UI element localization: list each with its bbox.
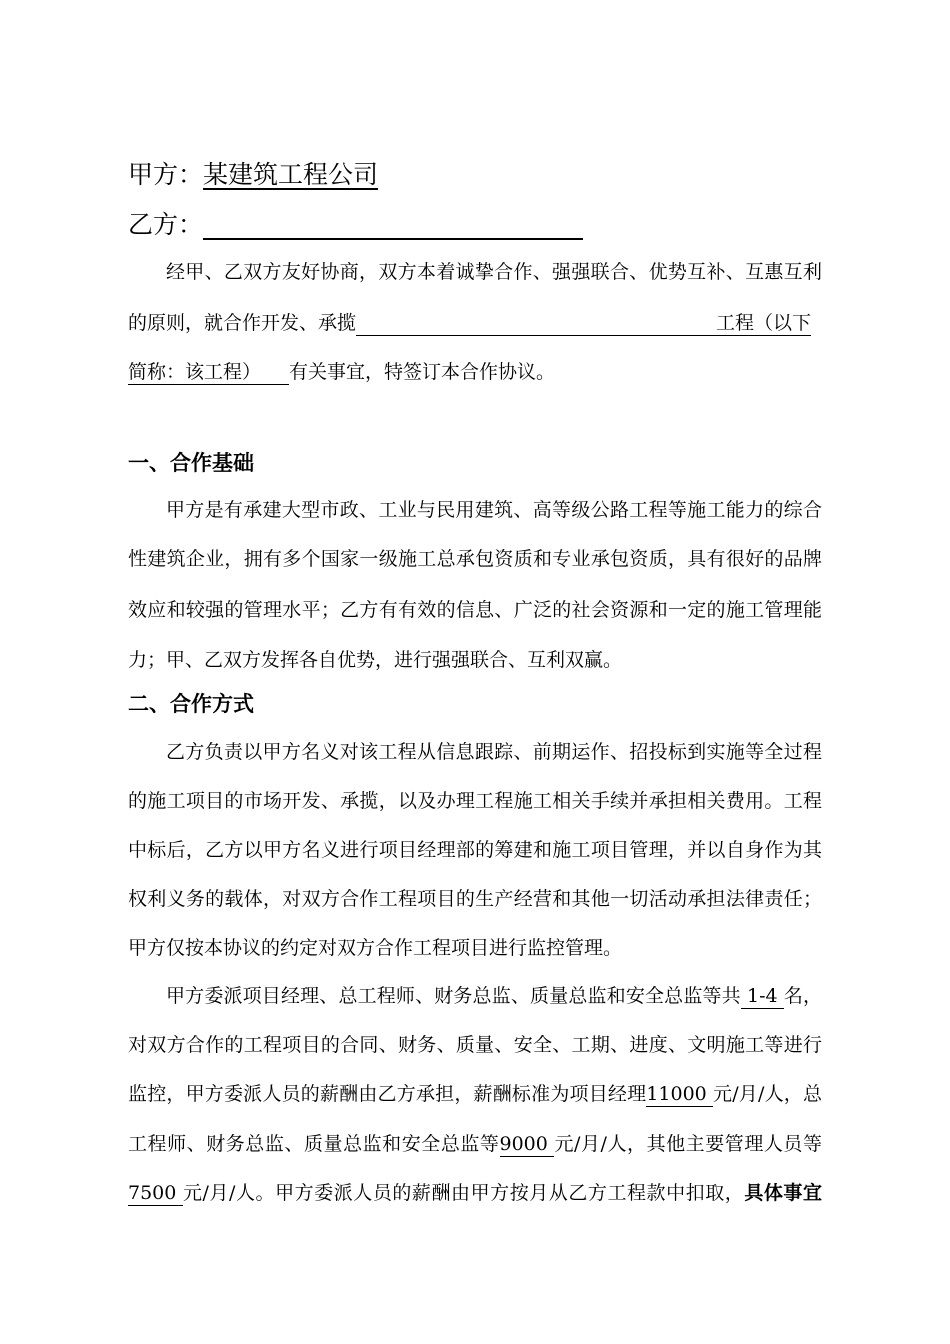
intro-line-3-rest: 有关事宜，特签订本合作协议。 [289, 361, 556, 383]
party-a-label: 甲方： [128, 160, 204, 189]
staff-count-unit: 名， [783, 985, 822, 1007]
section-2-line: 甲方仅按本协议的约定对双方合作工程项目进行监控管理。 [128, 937, 623, 959]
salary-pm-value: 11000 [646, 1083, 713, 1105]
section-1-line: 甲方是有承建大型市政、工业与民用建筑、高等级公路工程等施工能力的综合 [166, 499, 822, 521]
salary-chief-unit: 元/月/人，其他主要管理人员等 [554, 1133, 822, 1155]
party-b-blank [203, 216, 583, 240]
section-2-line: 对双方合作的工程项目的合同、财务、质量、安全、工期、进度、文明施工等进行 [128, 1034, 822, 1056]
section-1-line: 力；甲、乙双方发挥各自优势，进行强强联合、互利双赢。 [128, 649, 623, 671]
salary-pm-unit: 元/月/人，总 [713, 1083, 822, 1105]
section-1-line: 性建筑企业，拥有多个国家一级施工总承包资质和专业承包资质，具有很好的品牌 [128, 548, 822, 570]
section-1-heading: 一、合作基础 [128, 451, 254, 475]
intro-line-1: 经甲、乙双方友好协商，双方本着诚挚合作、强强联合、优势互补、互惠互利 [166, 261, 822, 283]
intro-line-2-prefix: 的原则，就合作开发、承揽 [128, 312, 357, 334]
staff-count-line [128, 984, 822, 1008]
section-2-line: 权利义务的载体，对双方合作工程项目的生产经营和其他一切活动承担法律责任； [128, 888, 822, 910]
party-b-line [128, 210, 583, 240]
salary-pm-text: 监控，甲方委派人员的薪酬由乙方承担，薪酬标准为项目经理 [128, 1083, 647, 1105]
section-2-line: 的施工项目的市场开发、承揽，以及办理工程施工相关手续并承担相关费用。工程 [128, 790, 822, 812]
section-2-line: 中标后，乙方以甲方名义进行项目经理部的筹建和施工项目管理，并以自身作为其 [128, 839, 822, 861]
intro-line-3 [128, 360, 822, 385]
section-2-line: 乙方负责以甲方名义对该工程从信息跟踪、前期运作、招投标到实施等全过程 [166, 741, 822, 763]
staff-count-text: 甲方委派项目经理、总工程师、财务总监、质量总监和安全总监等共 [166, 985, 741, 1007]
section-2-heading: 二、合作方式 [128, 692, 254, 716]
party-b-label: 乙方： [128, 210, 204, 239]
intro-line-2 [128, 311, 822, 336]
salary-other-line [128, 1181, 822, 1205]
salary-chief-value: 9000 [499, 1133, 555, 1155]
project-name-blank [356, 317, 716, 336]
section-1-line: 效应和较强的管理水平；乙方有有效的信息、广泛的社会资源和一定的施工管理能 [128, 599, 822, 621]
intro-abbrev: 简称：该工程） [128, 361, 262, 383]
intro-line-2-suffix: 工程（以下 [716, 312, 812, 334]
specific-matters-bold: 具体事宜 [744, 1182, 822, 1204]
party-a-name: 某建筑工程公司 [203, 160, 379, 189]
salary-chief-text: 工程师、财务总监、质量总监和安全总监等 [128, 1133, 500, 1155]
salary-pm-line [128, 1082, 822, 1106]
salary-other-value: 7500 [128, 1182, 183, 1204]
staff-count-value: 1-4 [740, 985, 784, 1007]
party-a-line [128, 160, 378, 190]
salary-chief-line [128, 1132, 822, 1156]
abbrev-blank [261, 366, 289, 385]
salary-other-text: 元/月/人。甲方委派人员的薪酬由甲方按月从乙方工程款中扣取， [182, 1182, 745, 1204]
